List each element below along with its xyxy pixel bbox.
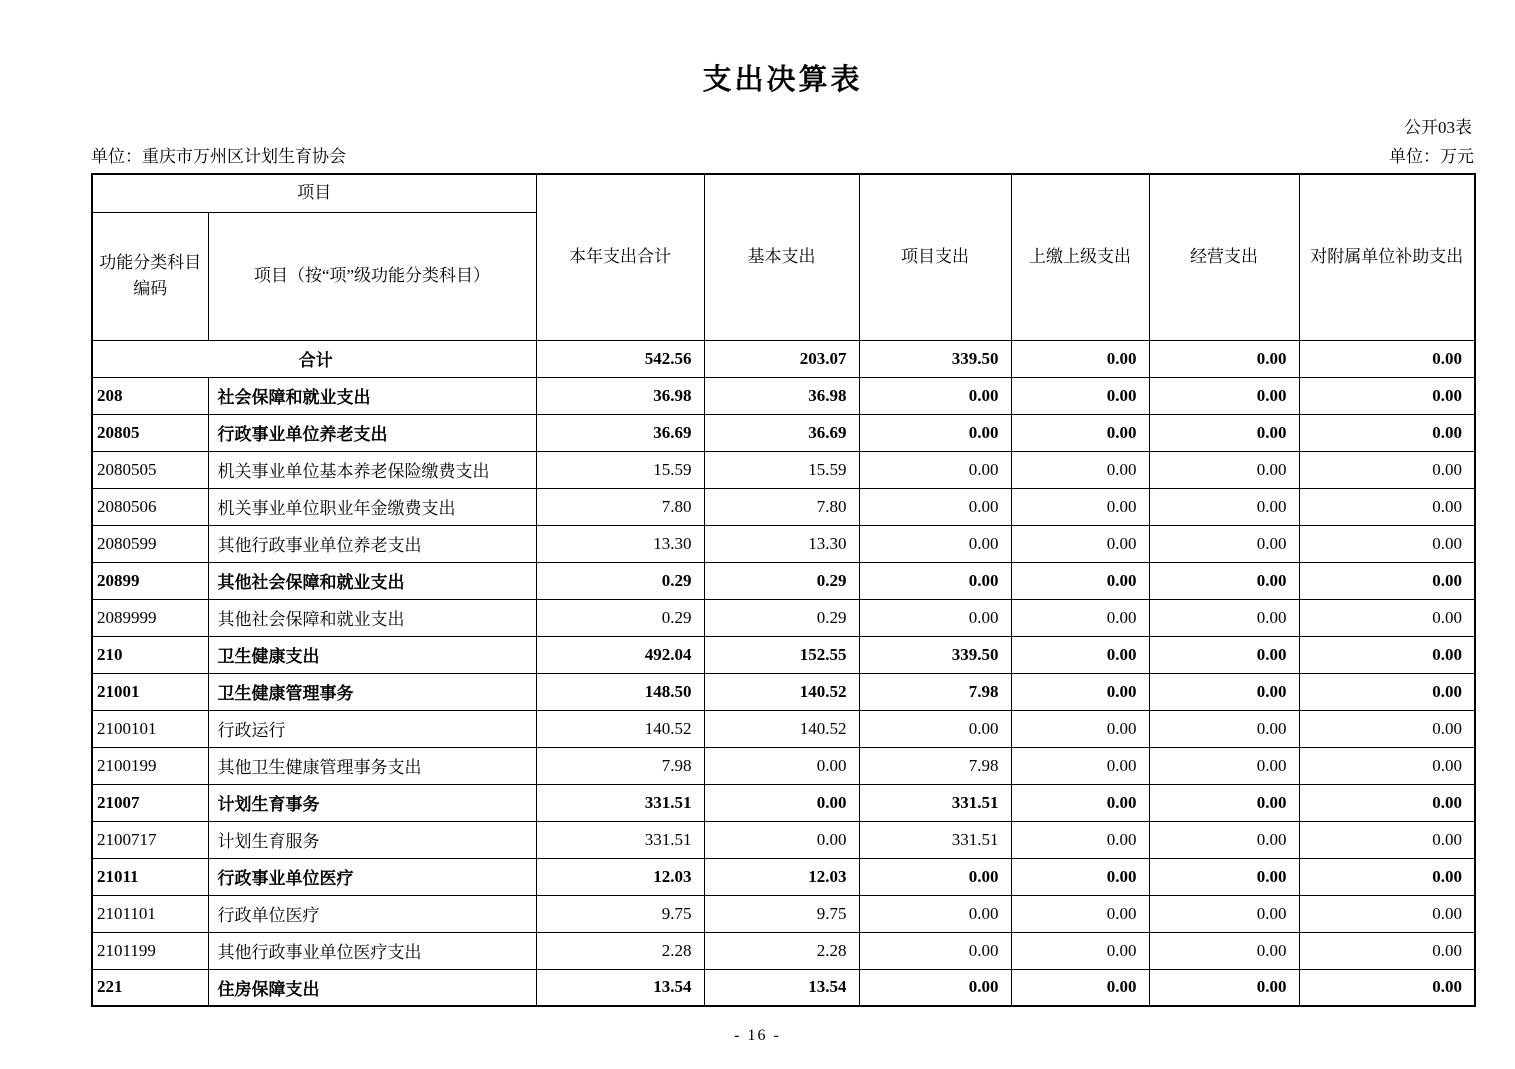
header-function-code: 功能分类科目编码 <box>92 212 208 340</box>
row-total-label: 合计 <box>92 340 536 377</box>
header-project-group: 项目 <box>92 174 536 212</box>
row-value: 0.00 <box>859 451 1011 488</box>
row-project-name: 卫生健康支出 <box>208 636 536 673</box>
row-value: 0.00 <box>1299 747 1475 784</box>
row-value: 2.28 <box>704 932 859 969</box>
row-value: 7.98 <box>859 673 1011 710</box>
row-value: 7.98 <box>536 747 704 784</box>
page-number: - 16 - <box>734 1027 781 1044</box>
row-value: 0.00 <box>859 377 1011 414</box>
row-function-code: 2100101 <box>92 710 208 747</box>
row-value: 0.00 <box>859 858 1011 895</box>
table-header <box>92 174 1475 340</box>
row-value: 0.00 <box>1299 414 1475 451</box>
row-project-name: 行政事业单位医疗 <box>208 858 536 895</box>
row-value: 331.51 <box>859 821 1011 858</box>
row-value: 0.00 <box>1149 488 1299 525</box>
header-basic-expenditure: 基本支出 <box>704 174 859 340</box>
row-value: 0.00 <box>1011 784 1149 821</box>
row-value: 13.30 <box>536 525 704 562</box>
row-value: 2.28 <box>536 932 704 969</box>
row-value: 0.00 <box>1011 636 1149 673</box>
row-value: 0.29 <box>704 562 859 599</box>
row-value: 0.00 <box>1149 747 1299 784</box>
row-value: 0.00 <box>859 969 1011 1006</box>
row-function-code: 2100717 <box>92 821 208 858</box>
row-value: 0.00 <box>1149 821 1299 858</box>
table-row <box>92 488 1475 525</box>
table-row <box>92 858 1475 895</box>
row-value: 331.51 <box>536 821 704 858</box>
row-value: 13.54 <box>536 969 704 1006</box>
row-project-name: 行政事业单位养老支出 <box>208 414 536 451</box>
row-value: 0.00 <box>1149 710 1299 747</box>
row-value: 0.00 <box>1299 858 1475 895</box>
row-value: 0.00 <box>859 414 1011 451</box>
row-value: 0.00 <box>1011 858 1149 895</box>
table-row <box>92 562 1475 599</box>
row-value: 12.03 <box>536 858 704 895</box>
row-value: 0.00 <box>1149 969 1299 1006</box>
table-row <box>92 525 1475 562</box>
table-row-total <box>92 340 1475 377</box>
table-body <box>92 340 1475 1006</box>
row-value: 0.00 <box>704 784 859 821</box>
row-value: 0.00 <box>1149 895 1299 932</box>
row-value: 0.00 <box>1011 673 1149 710</box>
row-value: 0.00 <box>704 821 859 858</box>
expenditure-table <box>91 173 1476 1007</box>
row-value: 0.00 <box>859 488 1011 525</box>
row-value: 0.00 <box>1011 747 1149 784</box>
row-value: 542.56 <box>536 340 704 377</box>
row-value: 0.00 <box>1011 710 1149 747</box>
header-row-top <box>92 174 1475 212</box>
row-project-name: 行政运行 <box>208 710 536 747</box>
row-project-name: 住房保障支出 <box>208 969 536 1006</box>
row-function-code: 2080599 <box>92 525 208 562</box>
row-value: 0.00 <box>1299 562 1475 599</box>
row-project-name: 计划生育事务 <box>208 784 536 821</box>
row-value: 13.30 <box>704 525 859 562</box>
row-value: 0.00 <box>1299 969 1475 1006</box>
row-value: 36.69 <box>536 414 704 451</box>
row-function-code: 2089999 <box>92 599 208 636</box>
table-row <box>92 821 1475 858</box>
table-row <box>92 747 1475 784</box>
row-project-name: 机关事业单位基本养老保险缴费支出 <box>208 451 536 488</box>
row-project-name: 其他社会保障和就业支出 <box>208 599 536 636</box>
row-function-code: 221 <box>92 969 208 1006</box>
row-function-code: 2080506 <box>92 488 208 525</box>
table-row <box>92 932 1475 969</box>
row-value: 0.00 <box>1299 636 1475 673</box>
row-value: 0.00 <box>1299 932 1475 969</box>
row-value: 13.54 <box>704 969 859 1006</box>
row-value: 36.69 <box>704 414 859 451</box>
header-total-expenditure: 本年支出合计 <box>536 174 704 340</box>
row-value: 0.00 <box>1011 932 1149 969</box>
row-value: 0.00 <box>1299 340 1475 377</box>
row-project-name: 计划生育服务 <box>208 821 536 858</box>
row-value: 492.04 <box>536 636 704 673</box>
row-value: 0.00 <box>1149 599 1299 636</box>
row-value: 339.50 <box>859 340 1011 377</box>
row-value: 0.00 <box>1299 710 1475 747</box>
row-function-code: 21001 <box>92 673 208 710</box>
row-value: 0.00 <box>1011 451 1149 488</box>
table-row <box>92 414 1475 451</box>
table-row <box>92 377 1475 414</box>
table-row <box>92 673 1475 710</box>
row-value: 0.00 <box>1149 377 1299 414</box>
row-value: 36.98 <box>704 377 859 414</box>
row-function-code: 208 <box>92 377 208 414</box>
table-row <box>92 599 1475 636</box>
row-value: 0.00 <box>1011 969 1149 1006</box>
row-project-name: 其他行政事业单位养老支出 <box>208 525 536 562</box>
row-project-name: 社会保障和就业支出 <box>208 377 536 414</box>
row-value: 0.00 <box>1011 562 1149 599</box>
header-operating-expenditure: 经营支出 <box>1149 174 1299 340</box>
row-value: 0.00 <box>1299 488 1475 525</box>
row-value: 0.00 <box>1149 636 1299 673</box>
row-value: 0.00 <box>1299 599 1475 636</box>
row-function-code: 2101101 <box>92 895 208 932</box>
row-value: 7.80 <box>704 488 859 525</box>
row-value: 36.98 <box>536 377 704 414</box>
meta-row <box>91 145 1474 169</box>
row-value: 148.50 <box>536 673 704 710</box>
row-function-code: 2101199 <box>92 932 208 969</box>
row-value: 15.59 <box>704 451 859 488</box>
row-value: 140.52 <box>704 673 859 710</box>
row-value: 0.00 <box>859 599 1011 636</box>
row-value: 7.80 <box>536 488 704 525</box>
header-project-expenditure: 项目支出 <box>859 174 1011 340</box>
row-value: 0.00 <box>1011 821 1149 858</box>
row-value: 9.75 <box>536 895 704 932</box>
row-value: 0.00 <box>1149 414 1299 451</box>
row-value: 339.50 <box>859 636 1011 673</box>
row-value: 140.52 <box>536 710 704 747</box>
page-title: 支出决算表 <box>702 64 863 96</box>
row-project-name: 其他行政事业单位医疗支出 <box>208 932 536 969</box>
currency-unit-label: 单位：万元 <box>1389 147 1474 166</box>
row-value: 0.00 <box>1011 525 1149 562</box>
row-project-name: 其他卫生健康管理事务支出 <box>208 747 536 784</box>
row-function-code: 21011 <box>92 858 208 895</box>
document-content <box>91 0 1474 1007</box>
row-value: 0.00 <box>859 525 1011 562</box>
table-row <box>92 710 1475 747</box>
row-value: 0.00 <box>1299 673 1475 710</box>
row-value: 331.51 <box>859 784 1011 821</box>
row-value: 0.00 <box>1011 377 1149 414</box>
row-value: 0.00 <box>1011 414 1149 451</box>
row-value: 0.00 <box>1299 821 1475 858</box>
table-number-label: 公开03表 <box>1404 118 1472 137</box>
table-row <box>92 451 1475 488</box>
row-function-code: 2080505 <box>92 451 208 488</box>
row-value: 0.29 <box>536 599 704 636</box>
row-value: 0.00 <box>1299 451 1475 488</box>
row-value: 9.75 <box>704 895 859 932</box>
row-value: 0.00 <box>1149 525 1299 562</box>
row-value: 152.55 <box>704 636 859 673</box>
table-row <box>92 636 1475 673</box>
row-value: 0.00 <box>1299 525 1475 562</box>
row-value: 0.00 <box>1011 895 1149 932</box>
row-value: 12.03 <box>704 858 859 895</box>
row-value: 0.00 <box>859 710 1011 747</box>
row-value: 0.00 <box>1149 340 1299 377</box>
row-value: 0.00 <box>859 932 1011 969</box>
row-value: 0.00 <box>704 747 859 784</box>
header-project-name: 项目（按“项”级功能分类科目） <box>208 212 536 340</box>
row-function-code: 20805 <box>92 414 208 451</box>
row-value: 0.00 <box>1149 562 1299 599</box>
row-value: 331.51 <box>536 784 704 821</box>
row-value: 0.00 <box>1011 599 1149 636</box>
row-value: 0.00 <box>1299 895 1475 932</box>
row-value: 0.00 <box>1299 784 1475 821</box>
row-value: 7.98 <box>859 747 1011 784</box>
row-value: 203.07 <box>704 340 859 377</box>
header-upper-level-expenditure: 上缴上级支出 <box>1011 174 1149 340</box>
row-value: 0.00 <box>1011 340 1149 377</box>
row-value: 0.00 <box>1149 784 1299 821</box>
row-value: 0.29 <box>704 599 859 636</box>
row-project-name: 机关事业单位职业年金缴费支出 <box>208 488 536 525</box>
row-function-code: 210 <box>92 636 208 673</box>
row-value: 15.59 <box>536 451 704 488</box>
row-value: 0.00 <box>1149 673 1299 710</box>
row-value: 0.00 <box>1299 377 1475 414</box>
table-row <box>92 784 1475 821</box>
row-value: 0.00 <box>1149 451 1299 488</box>
table-row <box>92 969 1475 1006</box>
org-unit-label: 单位：重庆市万州区计划生育协会 <box>91 147 346 166</box>
row-function-code: 21007 <box>92 784 208 821</box>
row-value: 0.00 <box>1011 488 1149 525</box>
row-value: 0.00 <box>859 562 1011 599</box>
header-subsidy-expenditure: 对附属单位补助支出 <box>1299 174 1475 340</box>
row-value: 0.29 <box>536 562 704 599</box>
row-value: 140.52 <box>704 710 859 747</box>
row-function-code: 20899 <box>92 562 208 599</box>
table-row <box>92 895 1475 932</box>
row-project-name: 卫生健康管理事务 <box>208 673 536 710</box>
row-value: 0.00 <box>1149 858 1299 895</box>
row-project-name: 行政单位医疗 <box>208 895 536 932</box>
row-value: 0.00 <box>859 895 1011 932</box>
row-value: 0.00 <box>1149 932 1299 969</box>
row-project-name: 其他社会保障和就业支出 <box>208 562 536 599</box>
row-function-code: 2100199 <box>92 747 208 784</box>
